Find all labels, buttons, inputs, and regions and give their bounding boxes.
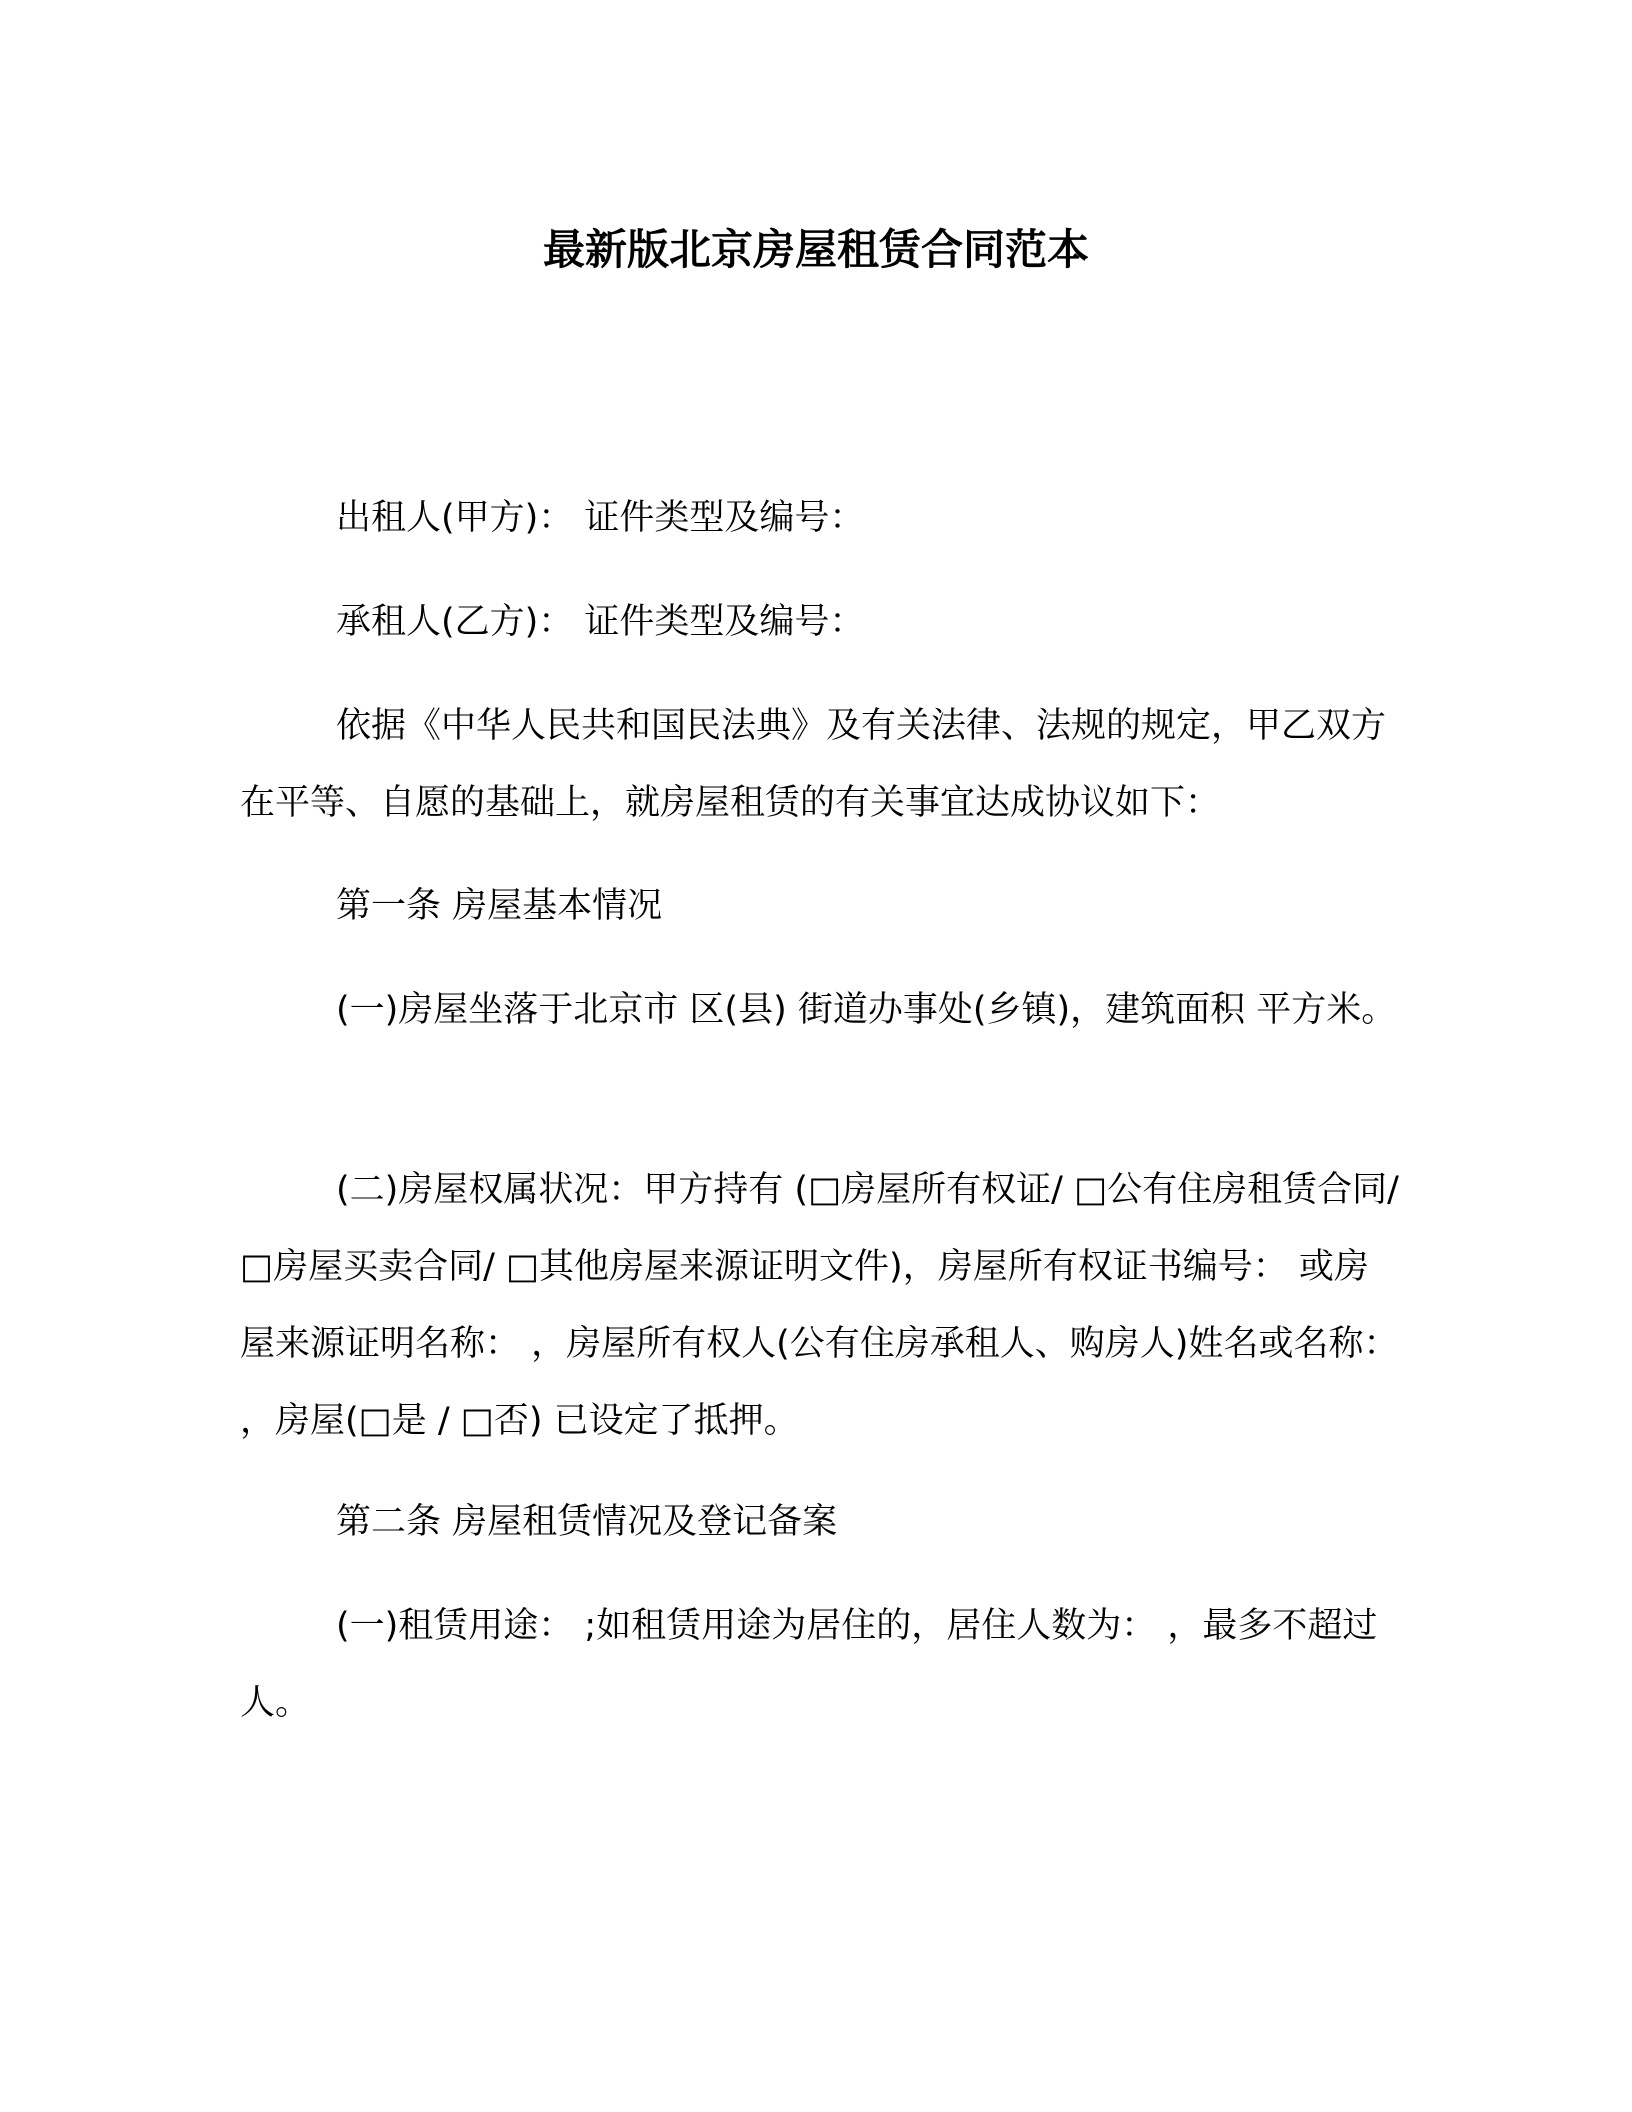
preamble-paragraph: 依据《中华人民共和国民法典》及有关法律、法规的规定，甲乙双方在平等、自愿的基础上，就房屋租赁的有关事宜达成协议如下： bbox=[240, 706, 1387, 823]
article-1-heading: 第一条 房屋基本情况 bbox=[336, 886, 663, 926]
article-2-item-1: (一)租赁用途： ;如租赁用途为居住的，居住人数为： ，最多不超过 人。 bbox=[240, 1606, 1378, 1723]
lessor-line: 出租人(甲方)： 证件类型及编号： bbox=[336, 498, 865, 538]
document-title: 最新版北京房屋租赁合同范本 bbox=[542, 225, 1089, 274]
article-1-item-2: (二)房屋权属状况：甲方持有 (□房屋所有权证/ □公有住房租赁合同/ □房屋买卖合同/ □其他房屋来源证明文件)，房屋所有权证书编号： 或房屋来源证明名称： ，房屋所有权人(公有住房承租人、购房人)姓名或名称： ，房屋(□是 / □否) 已设定了抵押。 bbox=[240, 1170, 1399, 1441]
article-2-heading: 第二条 房屋租赁情况及登记备案 bbox=[336, 1502, 838, 1542]
article-1-item-1: (一)房屋坐落于北京市 区(县) 街道办事处(乡镇)，建筑面积 平方米。 bbox=[336, 990, 1397, 1030]
lessee-line: 承租人(乙方)： 证件类型及编号： bbox=[336, 602, 865, 642]
